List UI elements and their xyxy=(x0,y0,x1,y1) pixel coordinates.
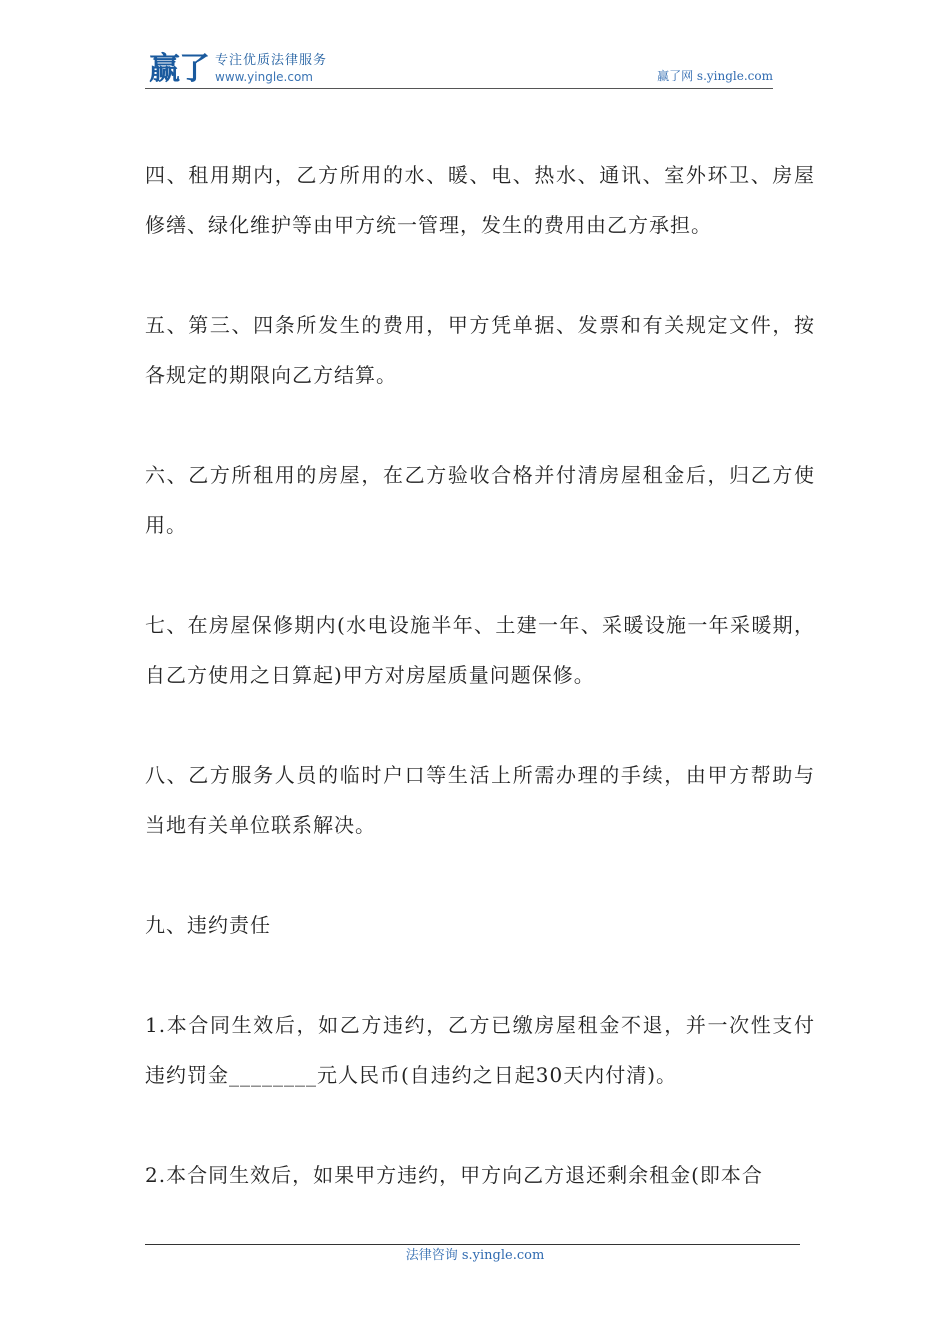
yingle-logo[interactable]: 赢了 xyxy=(149,51,209,87)
page-header xyxy=(145,50,773,89)
clause-8: 八、乙方服务人员的临时户口等生活上所需办理的手续，由甲方帮助与当地有关单位联系解决。 xyxy=(145,763,815,837)
clause-6: 六、乙方所租用的房屋，在乙方验收合格并付清房屋租金后，归乙方使用。 xyxy=(145,463,815,537)
footer-divider xyxy=(145,1244,800,1245)
logo-url[interactable]: www.yingle.com xyxy=(215,70,313,84)
clause-5: 五、第三、四条所发生的费用，甲方凭单据、发票和有关规定文件，按各规定的期限向乙方结算。 xyxy=(145,313,815,387)
clause-9-heading: 九、违约责任 xyxy=(145,913,271,937)
logo-slogan: 专注优质法律服务 xyxy=(215,53,328,68)
clause-4: 四、租用期内，乙方所用的水、暖、电、热水、通讯、室外环卫、房屋修缮、绿化维护等由甲方统一管理，发生的费用由乙方承担。 xyxy=(145,163,815,237)
footer-link[interactable]: 法律咨询 s.yingle.com xyxy=(405,1248,545,1263)
clause-9-item-1: 1.本合同生效后，如乙方违约，乙方已缴房屋租金不退，并一次性支付违约罚金________元人民币(自违约之日起30天内付清)。 xyxy=(145,1013,815,1087)
clause-9-item-2: 2.本合同生效后，如果甲方违约，甲方向乙方退还剩余租金(即本合 xyxy=(145,1163,763,1187)
clause-7: 七、在房屋保修期内(水电设施半年、土建一年、采暖设施一年采暖期，自乙方使用之日算起)甲方对房屋质量问题保修。 xyxy=(145,613,815,687)
document-body xyxy=(145,150,815,1250)
header-site-link[interactable]: 赢了网 s.yingle.com xyxy=(657,69,773,83)
